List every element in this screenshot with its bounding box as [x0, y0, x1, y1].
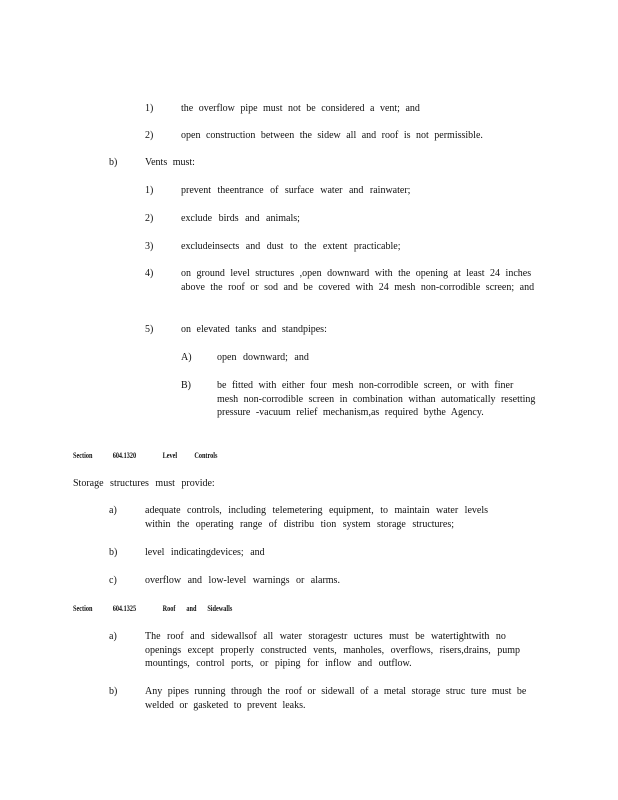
section-title: Roof and Sidewalls [162, 604, 233, 613]
list-letter: b) [109, 686, 118, 697]
section-word: Section [73, 451, 93, 460]
section-heading [73, 603, 232, 615]
list-number: 1) [145, 103, 154, 114]
list-item-text: Any pipes running through the roof or sidewall of a metal storage struc ture must be welded or gasketed to prevent leaks. [145, 686, 527, 711]
list-number: 2) [145, 130, 154, 141]
list-letter: B) [181, 380, 191, 391]
list-letter: c) [109, 575, 117, 586]
list-letter: b) [109, 547, 118, 558]
list-item-text: level indicatingdevices; and [145, 547, 265, 558]
list-item-text: open construction between the sidew all and roof is not permissible. [181, 130, 483, 141]
section-number: 604.1320 [112, 451, 137, 460]
list-letter: a) [109, 505, 117, 516]
list-item-text: The roof and sidewallsof all water storagestr uctures must be watertightwith no openings except properly constructed vents, manholes, overflows, risers,drains, pump mountings, control ports, or piping for inflow and outflow. [145, 631, 520, 669]
list-item-text: excludeinsects and dust to the extent practicable; [181, 241, 401, 252]
list-item-text: on ground level structures ,open downward with the opening at least 24 inches above the roof or sod and be covered with 24 mesh non-corrodible screen; and [181, 268, 535, 293]
list-item-text: prevent theentrance of surface water and rainwater; [181, 185, 411, 196]
list-item-text: on elevated tanks and standpipes: [181, 324, 327, 335]
list-number: 5) [145, 324, 154, 335]
vents-title: Vents must: [145, 157, 195, 168]
section-intro: Storage structures must provide: [73, 478, 215, 489]
list-item-text: the overflow pipe must not be considered a vent; and [181, 103, 420, 114]
list-number: 1) [145, 185, 154, 196]
list-item-text: be fitted with either four mesh non-corrodible screen, or with finer mesh non-corrodible screen in combination withan automatically resetting pressure -vacuum relief mechanism,as required bythe Agency. [217, 380, 536, 418]
list-letter: a) [109, 631, 117, 642]
list-letter: b) [109, 157, 118, 168]
list-number: 2) [145, 213, 154, 224]
section-word: Section [73, 604, 93, 613]
list-item-text: exclude birds and animals; [181, 213, 300, 224]
list-item-text: open downward; and [217, 352, 309, 363]
list-item-text: adequate controls, including telemetering equipment, to maintain water levels within the operating range of distribu tion system storage structures; [145, 505, 489, 530]
list-item-text: overflow and low-level warnings or alarms. [145, 575, 340, 586]
list-number: 3) [145, 241, 154, 252]
section-title: Level Controls [162, 451, 218, 460]
list-letter: A) [181, 352, 192, 363]
section-heading [73, 450, 217, 462]
section-number: 604.1325 [112, 604, 137, 613]
list-number: 4) [145, 268, 154, 279]
